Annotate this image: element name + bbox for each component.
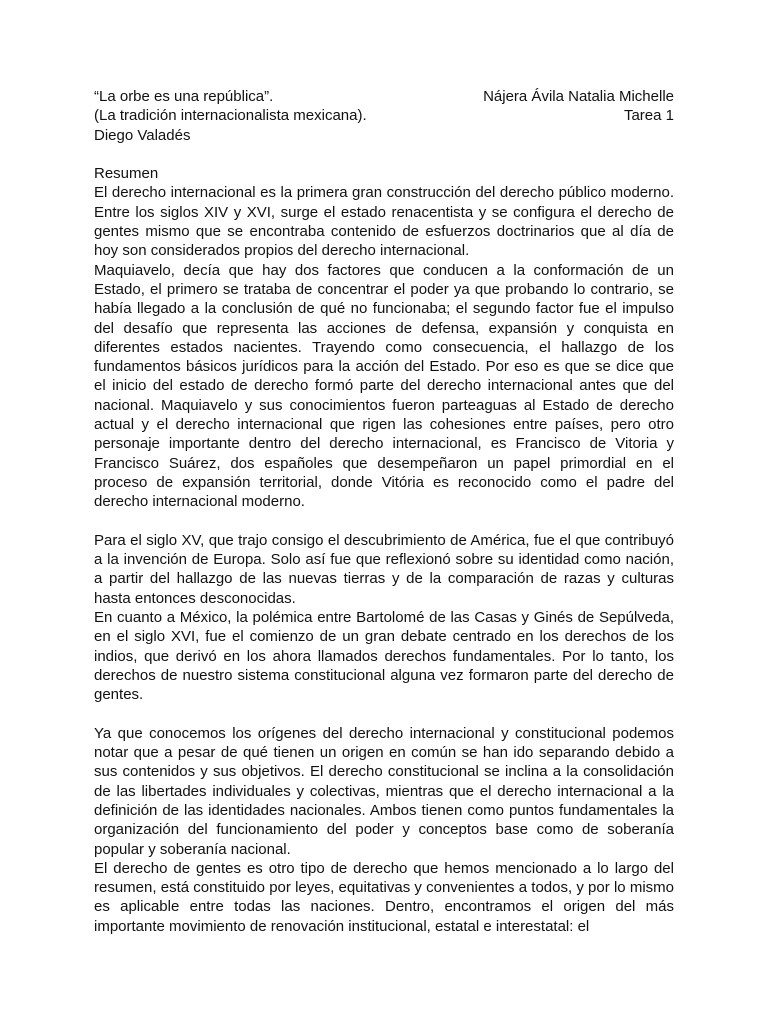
- paragraph-4: En cuanto a México, la polémica entre Bartolomé de las Casas y Ginés de Sepúlveda, en el siglo XVI, fue el comienzo de un gran debate centrado en los derechos de los indios, que derivó en los ahora llamados derechos fundamentales. Por lo tanto, los derechos de nuestro sistema constitucional alguna vez formaron parte del derecho de gentes.: [94, 609, 674, 704]
- section-title: Resumen: [94, 165, 159, 183]
- paragraph-2: Maquiavelo, decía que hay dos factores que conducen a la conformación de un Estado, el primero se trataba de concentrar el poder ya que probando lo contrario, se había llegado a la conclusión de qué no funcionaba; el segundo factor fue el impulso del desafío que representa las acciones de defensa, expansión y conquista en diferentes estados nacientes. Trayendo como consecuencia, el hallazgo de los fundamentos básicos jurídicos para la acción del Estado. Por eso es que se dice que el inicio del estado de derecho formó parte del derecho internacional antes que del nacional. Maquiavelo y sus conocimientos fueron parteaguas al Estado de derecho actual y el derecho internacional que rigen las cohesiones entre países, pero otro personaje importante dentro del derecho internacional, es Francisco de Vitoria y Francisco Suárez, dos españoles que desempeñaron un papel primordial en el proceso de expansión territorial, donde Vitória es reconocido como el padre del derecho internacional moderno.: [94, 261, 674, 511]
- document-page: [94, 87, 674, 936]
- source-author: Diego Valadés: [94, 126, 191, 144]
- paragraph-1: El derecho internacional es la primera gran construcción del derecho público moderno. Entre los siglos XIV y XVI, surge el estado renacentista y se configura el derecho de gentes mismo que se encontraba contenido de esfuerzos doctrinarios que al día de hoy son considerados propios del derecho internacional.: [94, 184, 674, 260]
- document-title: “La orbe es una república”.: [94, 88, 274, 105]
- spacer: [94, 705, 674, 724]
- header-row-1: [94, 87, 674, 106]
- document-subtitle: (La tradición internacionalista mexicana).: [94, 107, 367, 125]
- assignment-label: Tarea 1: [623, 107, 674, 125]
- paragraph-5: Ya que conocemos los orígenes del derecho internacional y constitucional podemos notar que a pesar de qué tienen un origen en común se han ido separando debido a sus contenidos y sus objetivos. El derecho constitucional se inclina a la consolidación de las libertades individuales y colectivas, mientras que el derecho internacional a la definición de las identidades nacionales. Ambos tienen como puntos fundamentales la organización del funcionamiento del poder y conceptos base como de soberanía popular y soberanía nacional.: [94, 724, 674, 858]
- paragraph-6: El derecho de gentes es otro tipo de derecho que hemos mencionado a lo largo del resumen, está constituido por leyes, equitativas y convenientes a todos, y por lo mismo es aplicable entre todas las naciones. Dentro, encontramos el origen del más importante movimiento de renovación institucional, estatal e interestatal: el: [94, 859, 674, 935]
- spacer: [94, 512, 674, 531]
- paragraph-3: Para el siglo XV, que trajo consigo el descubrimiento de América, fue el que contribuyó a la invención de Europa. Solo así fue que reflexionó sobre su identidad como nación, a partir del hallazgo de las nuevas tierras y de la comparación de razas y culturas hasta entonces desconocidas.: [94, 531, 674, 607]
- student-name: Nájera Ávila Natalia Michelle: [483, 88, 674, 105]
- spacer: [94, 145, 674, 164]
- header-row-2: [94, 106, 674, 125]
